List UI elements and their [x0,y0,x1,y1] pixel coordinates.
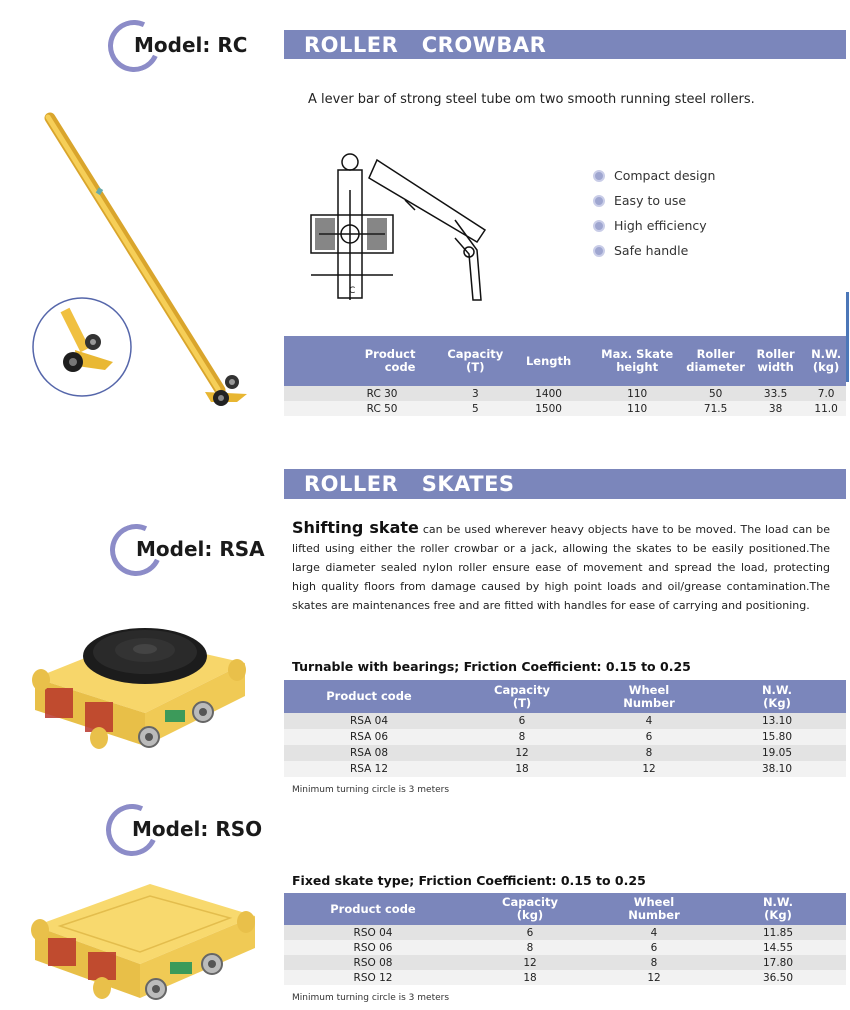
col-max-skate-height: Max. Skate height [588,336,686,386]
col-product-code: Product code [284,336,441,386]
feature-item: High efficiency [593,213,715,238]
rsa-spec-table [284,680,846,777]
roller-skates-header: ROLLER SKATES [284,469,846,499]
table-row: RSO 08 12 8 17.80 [284,955,846,970]
rc-spec-table [284,336,846,416]
table-row: RSO 04 6 4 11.85 [284,925,846,940]
skates-description [292,518,830,615]
feature-item: Safe handle [593,238,715,263]
table-row: RSO 06 8 6 14.55 [284,940,846,955]
table-row: RC 30 3 1400 110 50 33.5 7.0 [284,386,846,401]
bullet-dot-icon [593,220,605,232]
model-rsa-label: Model: RSA [136,537,265,561]
col-nw: N.W. (Kg) [710,893,846,925]
col-nw: N.W. (kg) [806,336,846,386]
feature-item: Compact design [593,163,715,188]
col-wheel-number: Wheel Number [598,893,710,925]
table-row: RSA 06 8 6 15.80 [284,729,846,745]
rso-spec-table [284,893,846,985]
model-rc-label: Model: RC [134,33,248,57]
rc-feature-list [593,163,715,263]
col-product-code: Product code [284,893,462,925]
table-row: RSA 04 6 4 13.10 [284,713,846,729]
crowbar-photo [25,110,255,410]
table-header-row [284,893,846,925]
rsa-skate-photo [15,618,255,758]
col-product-code: Product code [284,680,454,713]
table-row: RSA 08 12 8 19.05 [284,745,846,761]
col-nw: N.W. (Kg) [708,680,846,713]
crowbar-technical-drawing [305,150,495,310]
rsa-caption: Turnable with bearings; Friction Coefficient: 0.15 to 0.25 [292,659,691,674]
page-edge-marker [846,292,849,382]
table-row: RSO 12 18 12 36.50 [284,970,846,985]
col-roller-width: Roller width [745,336,806,386]
rc-intro: A lever bar of strong steel tube om two smooth running steel rollers. [308,92,755,107]
skates-body: can be used wherever heavy objects have to be moved. The load can be lifted using either the roller crowbar or a jack, allowing the skates to be easily positioned.The large diameter sealed nylon roller ensure ease of movement and spread the load, protecting high quality floors from damage caused by high point loads and oil/grease contamination.The skates are maintenances free and are fitted with handles for ease of carrying and positioning. [292,523,830,612]
rso-caption: Fixed skate type; Friction Coefficient: 0.15 to 0.25 [292,873,646,888]
bullet-dot-icon [593,195,605,207]
table-row: RSA 12 18 12 38.10 [284,761,846,777]
col-wheel-number: Wheel Number [590,680,708,713]
skates-lead: Shifting skate [292,518,419,537]
feature-item: Easy to use [593,188,715,213]
bullet-dot-icon [593,170,605,182]
col-roller-diameter: Roller diameter [686,336,745,386]
model-rso-label: Model: RSO [132,817,263,841]
col-capacity: Capacity (T) [454,680,590,713]
bullet-dot-icon [593,245,605,257]
roller-crowbar-header: ROLLER CROWBAR [284,30,846,59]
svg-text:C: C [349,286,356,296]
table-header-row [284,336,846,386]
col-length: Length [509,336,588,386]
rso-skate-photo [20,876,260,1006]
rso-note: Minimum turning circle is 3 meters [292,993,450,1003]
col-capacity: Capacity (kg) [462,893,598,925]
table-row: RC 50 5 1500 110 71.5 38 11.0 [284,401,846,416]
rsa-note: Minimum turning circle is 3 meters [292,785,450,795]
table-header-row [284,680,846,713]
col-capacity: Capacity (T) [441,336,509,386]
